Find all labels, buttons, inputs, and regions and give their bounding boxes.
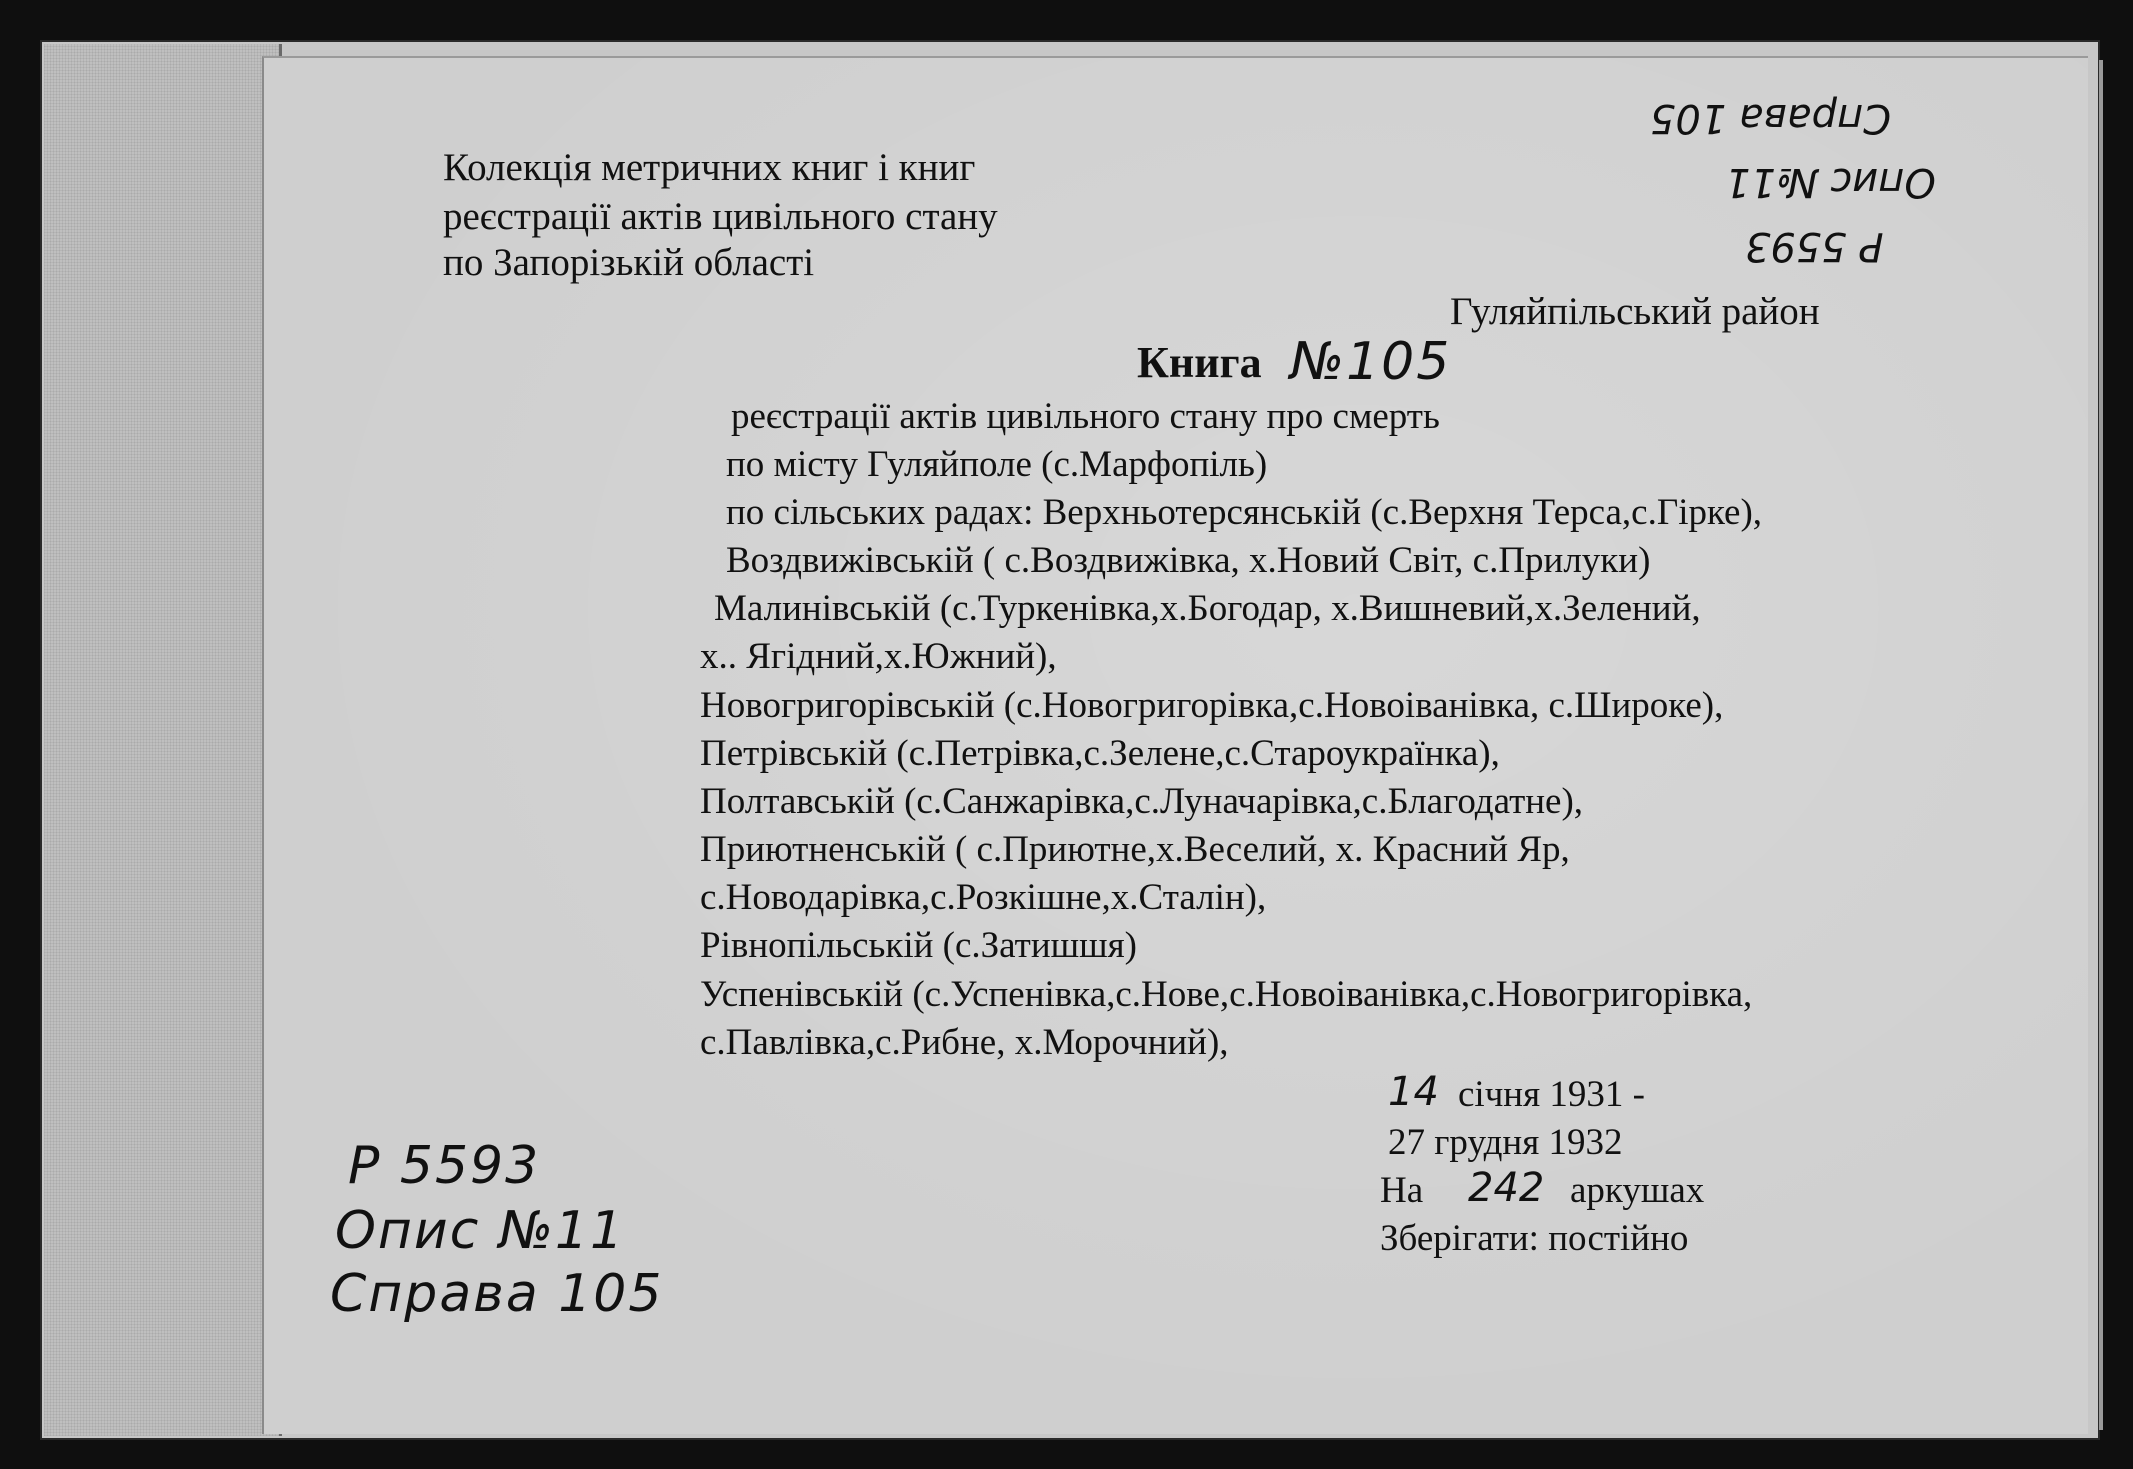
- body-line-13: Успенівській (с.Успенівка,с.Нове,с.Новоіванівка,с.Новогригорівка,: [700, 974, 1753, 1015]
- book-label: Книга: [1137, 338, 1262, 387]
- body-line-7: Новогригорівській (с.Новогригорівка,с.Новоіванівка, с.Широке),: [700, 685, 1724, 726]
- body-line-10: Приютненській ( с.Приютне,х.Веселий, х. Красний Яр,: [700, 829, 1570, 870]
- inverted-sprava-handwritten: Справа 105: [1650, 95, 1892, 141]
- collection-title-line-3: по Запорізькій області: [443, 241, 815, 284]
- collection-title-line-1: Колекція метричних книг і книг: [443, 146, 976, 189]
- retention-note: Зберігати: постійно: [1380, 1218, 1689, 1259]
- start-day-handwritten: 14: [1388, 1069, 1439, 1115]
- body-line-8: Петрівській (с.Петрівка,с.Зелене,с.Староукраїнка),: [700, 733, 1500, 774]
- body-line-5: Малинівській (с.Туркенівка,х.Богодар, х.Вишневий,х.Зелений,: [714, 588, 1701, 629]
- fond-handwritten: Р 5593: [348, 1136, 541, 1196]
- body-line-4: Воздвижівській ( с.Воздвижівка, х.Новий Світ, с.Прилуки): [726, 540, 1651, 581]
- sheets-count-handwritten: 242: [1468, 1165, 1545, 1211]
- body-line-11: с.Новодарівка,с.Розкішне,х.Сталін),: [700, 877, 1267, 918]
- body-line-6: х.. Ягідний,х.Южний),: [700, 636, 1057, 677]
- sheet-right-edge: [2099, 60, 2103, 1430]
- sheets-suffix: аркушах: [1570, 1170, 1705, 1211]
- opys-handwritten: Опис №11: [335, 1201, 626, 1261]
- body-line-3: по сільських радах: Верхньотерсянській (с.Верхня Терса,с.Гірке),: [726, 492, 1763, 533]
- cloth-spine: [44, 44, 282, 1436]
- body-line-14: с.Павлівка,с.Рибне, х.Морочний),: [700, 1022, 1229, 1063]
- body-line-12: Рівнопільській (с.Затишшя): [700, 925, 1137, 966]
- body-line-2: по місту Гуляйполе (с.Марфопіль): [726, 444, 1268, 485]
- body-line-1: реєстрації актів цивільного стану про смерть: [731, 396, 1440, 437]
- inverted-opys-handwritten: Опис №11: [1725, 159, 1936, 205]
- sheets-prefix: На: [1380, 1170, 1424, 1211]
- inverted-fond-handwritten: Р 5593: [1745, 223, 1884, 269]
- district-name: Гуляйпільський район: [1450, 290, 1820, 333]
- end-date: 27 грудня 1932: [1388, 1122, 1623, 1163]
- book-number-handwritten: №105: [1290, 332, 1452, 392]
- sprava-handwritten: Справа 105: [330, 1264, 664, 1324]
- collection-title-line-2: реєстрації актів цивільного стану: [443, 195, 998, 238]
- body-line-9: Полтавській (с.Санжарівка,с.Луначарівка,с.Благодатне),: [700, 781, 1584, 822]
- start-date-rest: січня 1931 -: [1458, 1074, 1645, 1115]
